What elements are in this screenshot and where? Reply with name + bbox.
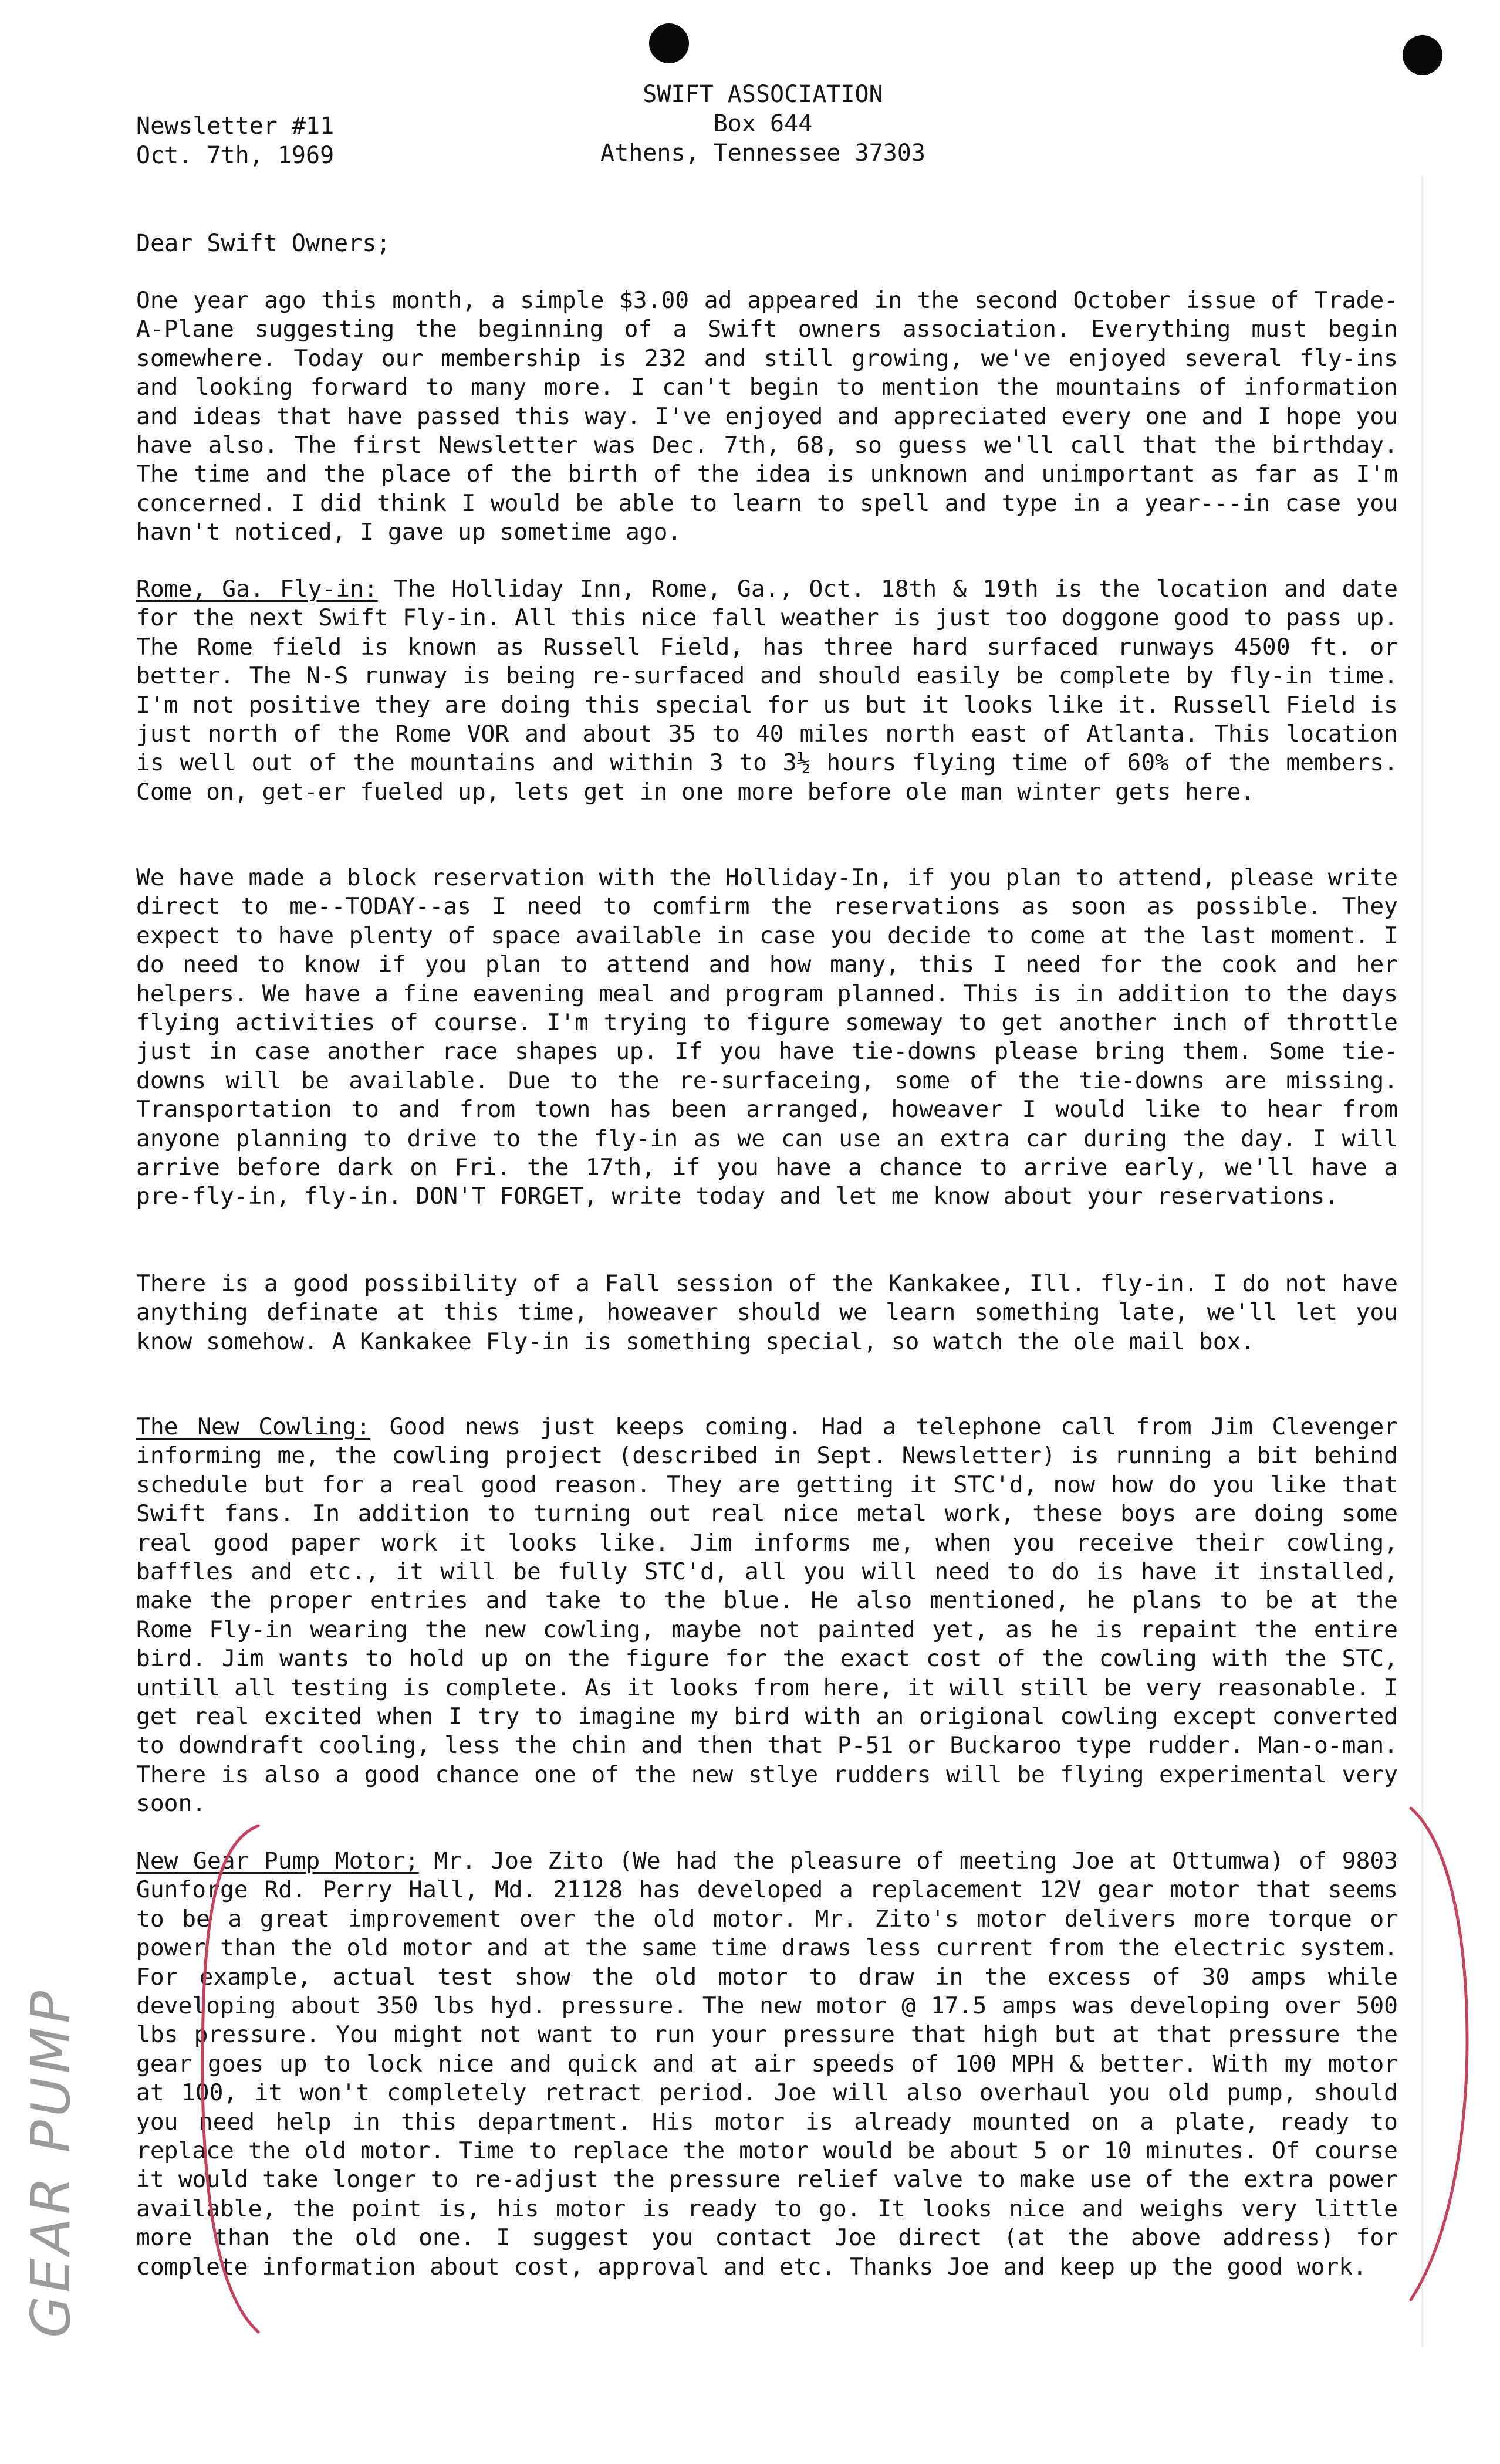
org-box: Box 644 [713,110,813,137]
cowling-body: Good news just keeps coming. Had a telephone call from Jim Clevenger informing me, the cowling project (described in Sept. Newsletter) is running a bit behind schedule but for a real good reason. They are getting it STC'd, now how do you like that Swift fans. In addition to turning out real nice metal work, these boys are doing some real good paper work it looks like. Jim informs me, when you receive their cowling, baffles and etc., it will be fully STC'd, all you will need to do is have it installed, make the proper entries and take to the blue. He also mentioned, he plans to be at the Rome Fly-in wearing the new cowling, maybe not painted yet, as he is repaint the entire bird. Jim wants to hold up on the figure for the exact cost of the cowling with the STC, untill all testing is complete. As it looks from here, it will still be very reasonable. I get real excited when I try to imagine my bird with an origional cowling except converted to downdraft cooling, less the chin and then that P-51 or Buckaroo type rudder. Man-o-man. There is also a good chance one of the new stlye rudders will be flying experimental very soon. [136,1413,1398,1817]
gear-pump-heading: New Gear Pump Motor; [136,1847,419,1874]
binder-hole [1403,35,1442,75]
right-bracket-mark [1411,1808,1467,2300]
newsletter-number: Newsletter #11 [136,113,335,140]
cowling-heading: The New Cowling: [136,1413,371,1440]
org-city: Athens, Tennessee 37303 [600,140,925,167]
salutation: Dear Swift Owners; [136,230,391,257]
gear-pump-body: Mr. Joe Zito (We had the pleasure of meeting Joe at Ottumwa) of 9803 Gunforge Rd. Perry Hall, Md. 21128 has developed a replacement 12V gear motor that seems to be a great improvement over the old motor. Mr. Zito's motor delivers more torque or power than the old motor and at the same time draws less current from the electric system. For example, actual test show the old motor to draw in the excess of 30 amps while developing about 350 lbs hyd. pressure. The new motor @ 17.5 amps was developing over 500 lbs pressure. You might not want to run your pressure that high but at that pressure the gear goes up to lock nice and quick and at air speeds of 100 MPH & better. With my motor at 100, it won't completely retract period. Joe will also overhaul you old pump, should you need help in this department. His motor is already mounted on a plate, ready to replace the old motor. Time to replace the motor would be about 5 or 10 minutes. Of course it would take longer to re-adjust the pressure relief valve to make use of the extra power available, the point is, his motor is ready to go. It looks nice and weighs very little more than the old one. I suggest you contact Joe direct (at the above address) for complete information about cost, approval and etc. Thanks Joe and keep up the good work. [136,1847,1398,2280]
rome-flyin-body: The Holliday Inn, Rome, Ga., Oct. 18th & 19th is the location and date for the next Swift Fly-in. All this nice fall weather is just too doggone good to pass up. The Rome field is known as Russell Field, has three hard surfaced runways 4500 ft. or better. The N-S runway is being re-surfaced and should easily be complete by fly-in time. I'm not positive they are doing this special for us but it looks like it. Russell Field is just north of the Rome VOR and about 35 to 40 miles north east of Atlanta. This location is well out of the mountains and within 3 to 3½ hours flying time of 60% of the members. Come on, get-er fueled up, lets get in one more before ole man winter gets here. [136,576,1398,805]
intro-paragraph: One year ago this month, a simple $3.00 ad appeared in the second October issue of Trade-A-Plane suggesting the beginning of a Swift owners association. Everything must begin somewhere. Today our membership is 232 and still growing, we've enjoyed several fly-ins and looking forward to many more. I can't begin to mention the mountains of information and ideas that have passed this way. I've enjoyed and appreciated every one and I hope you have also. The first Newsletter was Dec. 7th, 68, so guess we'll call that the birthday. The time and the place of the birth of the idea is unknown and unimportant as far as I'm concerned. I did think I would be able to learn to spell and type in a year---in case you havn't noticed, I gave up sometime ago. [136,287,1398,546]
gear-pump-margin-note: GEAR PUMP [19,1987,82,2338]
letterhead [587,80,939,168]
org-name: SWIFT ASSOCIATION [643,81,883,108]
binder-hole [649,23,689,63]
cowling-paragraph [136,1413,1398,1819]
paper-fold-line [1421,176,1423,2347]
gear-pump-paragraph [136,1847,1398,2282]
rome-flyin-heading: Rome, Ga. Fly-in: [136,576,378,603]
rome-flyin-paragraph [136,575,1398,807]
newsletter-date: Oct. 7th, 1969 [136,142,335,169]
kankakee-paragraph: There is a good possibility of a Fall session of the Kankakee, Ill. fly-in. I do not have anything definate at this time, howeaver should we learn something late, we'll let you know somehow. A Kankakee Fly-in is something special, so watch the ole mail box. [136,1270,1398,1355]
reservation-paragraph: We have made a block reservation with the Holliday-In, if you plan to attend, please write direct to me--TODAY--as I need to comfirm the reservations as soon as possible. They expect to have plenty of space available in case you decide to come at the last moment. I do need to know if you plan to attend and how many, this I need for the cook and her helpers. We have a fine eavening meal and program planned. This is in addition to the days flying activities of course. I'm trying to figure someway to get another inch of throttle just in case another race shapes up. If you have tie-downs please bring them. Some tie-downs will be available. Due to the re-surfaceing, some of the tie-downs are missing. Transportation to and from town has been arranged, howeaver I would like to hear from anyone planning to drive to the fly-in as we can use an extra car during the day. I will arrive before dark on Fri. the 17th, if you have a chance to arrive early, we'll have a pre-fly-in, fly-in. DON'T FORGET, write today and let me know about your reservations. [136,864,1398,1210]
newsletter-info [136,111,334,170]
